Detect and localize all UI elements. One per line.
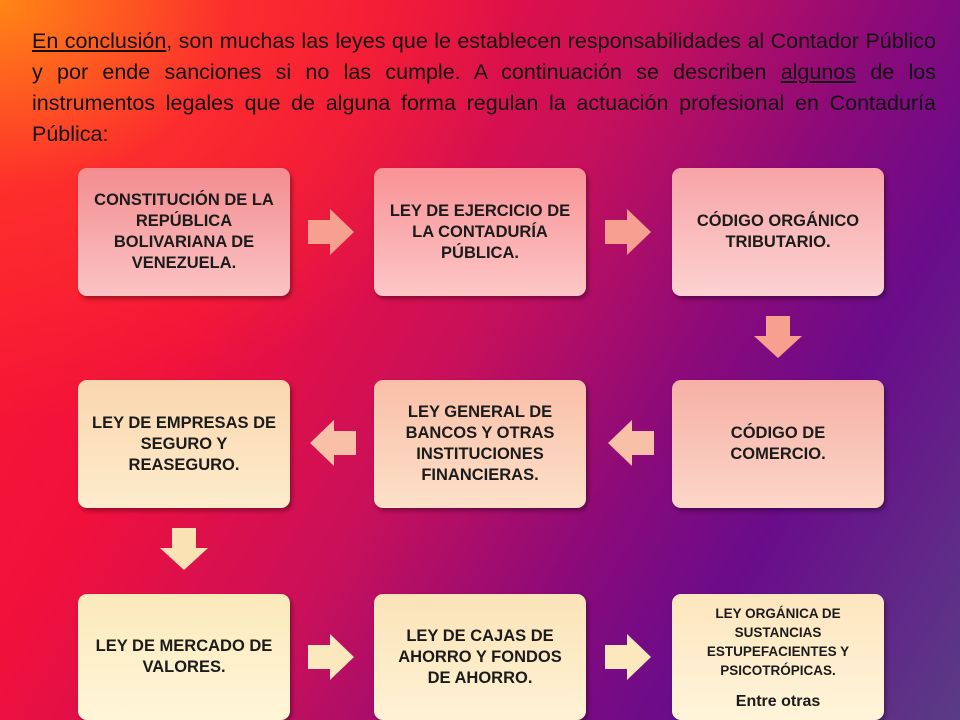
arrow-shape <box>605 634 651 680</box>
node-ley-mercado-valores <box>78 594 290 720</box>
intro-text-1: , son muchas las leyes que le establecen responsabilidades al Contador Público y por ende sanciones si no las cumple. A continuación se describen <box>32 29 936 84</box>
node-extra-note: Entre otras <box>735 692 821 710</box>
node-ley-ejercicio-contaduria <box>374 168 586 296</box>
intro-underlined-conclusion: En conclusión <box>32 29 167 53</box>
arrow-shape <box>308 209 354 255</box>
node-codigo-organico-tributario <box>672 168 884 296</box>
arrow-right-icon <box>306 207 356 257</box>
arrow-shape <box>310 420 356 466</box>
node-label: LEY DE EJERCICIO DE LA CONTADURÍA PÚBLICA. <box>389 201 571 262</box>
node-label: LEY ORGÁNICA DE SUSTANCIAS ESTUPEFACIENTES Y PSICOTRÓPICAS. <box>706 605 850 678</box>
intro-underlined-algunos: algunos <box>780 60 857 84</box>
arrow-right-icon <box>306 632 356 682</box>
arrow-down-icon <box>158 526 210 572</box>
node-label: CÓDIGO ORGÁNICO TRIBUTARIO. <box>696 212 860 251</box>
intro-paragraph <box>32 26 936 150</box>
arrow-right-icon <box>603 207 653 257</box>
arrow-left-icon <box>308 418 358 468</box>
node-ley-seguros <box>78 380 290 508</box>
arrow-right-icon <box>603 632 653 682</box>
node-label: CÓDIGO DE COMERCIO. <box>730 424 826 463</box>
arrow-shape <box>754 316 802 358</box>
node-label: LEY DE CAJAS DE AHORRO Y FONDOS DE AHORRO. <box>398 626 562 687</box>
node-label: LEY GENERAL DE BANCOS Y OTRAS INSTITUCIONES FINANCIERAS. <box>405 403 555 484</box>
node-label: LEY DE MERCADO DE VALORES. <box>95 637 273 676</box>
arrow-left-icon <box>606 418 656 468</box>
node-constitucion <box>78 168 290 296</box>
node-ley-bancos <box>374 380 586 508</box>
node-label: CONSTITUCIÓN DE LA REPÚBLICA BOLIVARIANA DE VENEZUELA. <box>94 191 274 272</box>
arrow-shape <box>608 420 654 466</box>
arrow-shape <box>605 209 651 255</box>
node-ley-cajas-ahorro <box>374 594 586 720</box>
intro-text-2: de los instrumentos legales que de alguna forma regulan la actuación profesional en Contaduría Pública: <box>32 60 936 146</box>
node-codigo-comercio <box>672 380 884 508</box>
node-label: LEY DE EMPRESAS DE SEGURO Y REASEGURO. <box>92 413 276 474</box>
node-ley-estupefacientes <box>672 594 884 720</box>
arrow-shape <box>160 528 208 570</box>
arrow-down-icon <box>752 314 804 360</box>
arrow-shape <box>308 634 354 680</box>
